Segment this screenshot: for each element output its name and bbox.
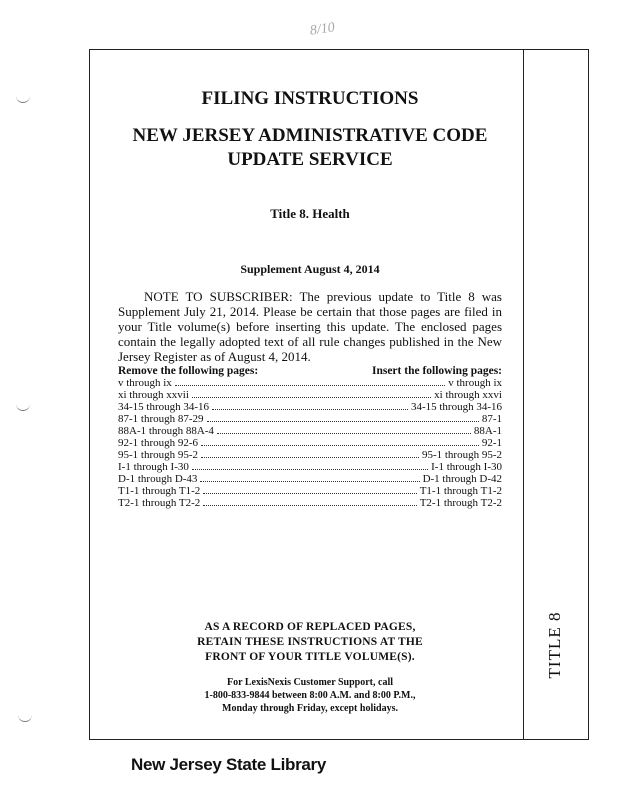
insert-range: v through ix <box>448 377 502 389</box>
dot-leader <box>217 425 471 434</box>
remove-range: D-1 through D-43 <box>118 473 198 485</box>
insert-range: 95-1 through 95-2 <box>421 449 502 461</box>
list-item <box>118 413 502 425</box>
remove-range: T2-1 through T2-2 <box>118 497 201 509</box>
service-name: NEW JERSEY ADMINISTRATIVE CODE <box>132 125 488 146</box>
margin-mark <box>16 402 30 411</box>
list-item <box>118 401 502 413</box>
document-title: FILING INSTRUCTIONS <box>201 88 419 109</box>
remove-range: xi through xxvii <box>118 389 189 401</box>
insert-range: 92-1 <box>481 437 502 449</box>
margin-mark <box>18 713 32 722</box>
remove-range: I-1 through I-30 <box>118 461 189 473</box>
insert-range: 34-15 through 34-16 <box>410 401 502 413</box>
remove-range: 34-15 through 34-16 <box>118 401 210 413</box>
dot-leader <box>212 401 408 410</box>
insert-range: T1-1 through T1-2 <box>419 485 502 497</box>
list-item <box>118 449 502 461</box>
insert-range: T2-1 through T2-2 <box>419 497 502 509</box>
dot-leader <box>200 473 419 482</box>
title-number: Title 8. Health <box>270 206 350 221</box>
subscriber-note: NOTE TO SUBSCRIBER: The previous update to Title 8 was Supplement July 21, 2014. Please be certain that those pages are filed in your Title volume(s) before inserting this update. The enclosed pages contain the legally adopted text of all rule changes published in the New Jersey Register as of August 4, 2014. <box>118 289 502 364</box>
list-item <box>118 461 502 473</box>
list-item <box>118 377 502 389</box>
dot-leader <box>201 449 419 458</box>
record-instruction-line: FRONT OF YOUR TITLE VOLUME(S). <box>205 651 415 663</box>
page-list <box>118 377 502 509</box>
dot-leader <box>192 389 431 398</box>
insert-range: I-1 through I-30 <box>431 461 502 473</box>
remove-range: T1-1 through T1-2 <box>118 485 201 497</box>
insert-range: xi through xxvi <box>434 389 502 401</box>
record-instruction-line: RETAIN THESE INSTRUCTIONS AT THE <box>197 636 423 648</box>
margin-mark <box>16 94 30 103</box>
insert-heading: Insert the following pages: <box>371 365 502 377</box>
supplement-date: Supplement August 4, 2014 <box>240 262 380 276</box>
remove-range: v through ix <box>118 377 172 389</box>
handwritten-page-note: 8/10 <box>309 20 336 39</box>
list-item <box>118 473 502 485</box>
list-item <box>118 389 502 401</box>
remove-range: 95-1 through 95-2 <box>118 449 199 461</box>
remove-range: 92-1 through 92-6 <box>118 437 199 449</box>
remove-range: 88A-1 through 88A-4 <box>118 425 214 437</box>
dot-leader <box>201 437 479 446</box>
remove-heading: Remove the following pages: <box>118 365 259 377</box>
record-instruction-line: AS A RECORD OF REPLACED PAGES, <box>204 621 416 633</box>
title-tab-label: TITLE 8 <box>545 611 564 679</box>
list-item <box>118 497 502 509</box>
dot-leader <box>203 497 416 506</box>
support-phone: 1-800-833-9844 between 8:00 A.M. and 8:00 P.M., <box>204 690 416 701</box>
support-hours: Monday through Friday, except holidays. <box>222 703 398 714</box>
dot-leader <box>207 413 479 422</box>
library-stamp: New Jersey State Library <box>131 755 327 774</box>
dot-leader <box>203 485 416 494</box>
list-item <box>118 485 502 497</box>
insert-range: 88A-1 <box>473 425 502 437</box>
page-list-header <box>118 365 502 377</box>
support-line: For LexisNexis Customer Support, call <box>226 677 393 688</box>
insert-range: D-1 through D-42 <box>422 473 502 485</box>
service-subtitle: UPDATE SERVICE <box>227 149 393 170</box>
list-item <box>118 437 502 449</box>
dot-leader <box>192 461 428 470</box>
dot-leader <box>175 377 445 386</box>
remove-range: 87-1 through 87-29 <box>118 413 204 425</box>
list-item <box>118 425 502 437</box>
insert-range: 87-1 <box>481 413 502 425</box>
